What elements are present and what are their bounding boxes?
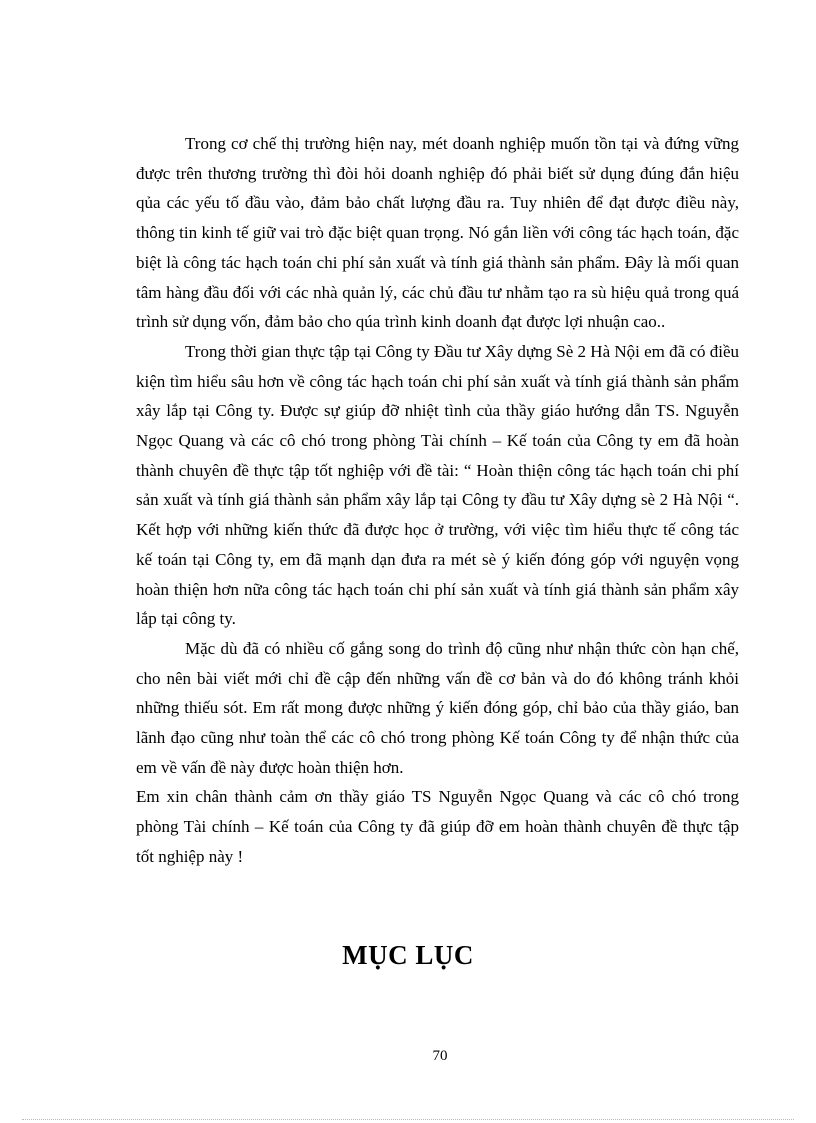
- footer-divider: [22, 1119, 794, 1120]
- table-of-contents-heading: MỤC LỤC: [342, 940, 474, 970]
- body-text: [136, 129, 739, 872]
- paragraph-thanks: Em xin chân thành cảm ơn thầy giáo TS Nguyễn Ngọc Quang và các cô chó trong phòng Tài chính – Kế toán của Công ty đã giúp đỡ em hoàn thành chuyên đề thực tập tốt nghiệp này !: [136, 787, 739, 866]
- paragraph-limitations: Mặc dù đã có nhiều cố gắng song do trình độ cũng như nhận thức còn hạn chế, cho nên bài viết mới chỉ đề cập đến những vấn đề cơ bản và do đó không tránh khỏi những thiếu sót. Em rất mong được những ý kiến đóng góp, chỉ bảo của thầy giáo, ban lãnh đạo cũng như toàn thể các cô chó trong phòng Kế toán Công ty để nhận thức của em về vấn đề này được hoàn thiện hơn.: [136, 638, 739, 777]
- page-number: 70: [432, 1048, 448, 1064]
- paragraph-intro: Trong cơ chế thị trường hiện nay, mét doanh nghiệp muốn tồn tại và đứng vững được trên thương trường thì đòi hỏi doanh nghiệp đó phải biết sử dụng đúng đắn hiệu qủa các yếu tố đầu vào, đảm bảo chất lượng đầu ra. Tuy nhiên để đạt được điều này, thông tin kinh tế giữ vai trò đặc biệt quan trọng. Nó gắn liền với công tác hạch toán, đặc biệt là công tác hạch toán chi phí sản xuất và tính giá thành sản phẩm. Đây là mối quan tâm hàng đầu đối với các nhà quản lý, các chủ đầu tư nhằm tạo ra sù hiệu quả trong quá trình sử dụng vốn, đảm bảo cho qúa trình kinh doanh đạt được lợi nhuận cao..: [136, 134, 739, 332]
- paragraph-internship: Trong thời gian thực tập tại Công ty Đầu tư Xây dựng Sè 2 Hà Nội em đã có điều kiện tìm hiểu sâu hơn về công tác hạch toán chi phí sản xuất và tính giá thành sản phẩm xây lắp tại Công ty. Được sự giúp đỡ nhiệt tình của thầy giáo hướng dẫn TS. Nguyễn Ngọc Quang và các cô chó trong phòng Tài chính – Kế toán của Công ty em đã hoàn thành chuyên đề thực tập tốt nghiệp với đề tài: “ Hoàn thiện công tác hạch toán chi phí sản xuất và tính giá thành sản phẩm xây lắp tại Công ty đầu tư Xây dựng sè 2 Hà Nội “. Kết hợp với những kiến thức đã được học ở trường, với việc tìm hiểu thực tế công tác kế toán tại Công ty, em đã mạnh dạn đưa ra mét sè ý kiến đóng góp với nguyện vọng hoàn thiện hơn nữa công tác hạch toán chi phí sản xuất và tính giá thành sản phẩm xây lắp tại công ty.: [136, 341, 739, 629]
